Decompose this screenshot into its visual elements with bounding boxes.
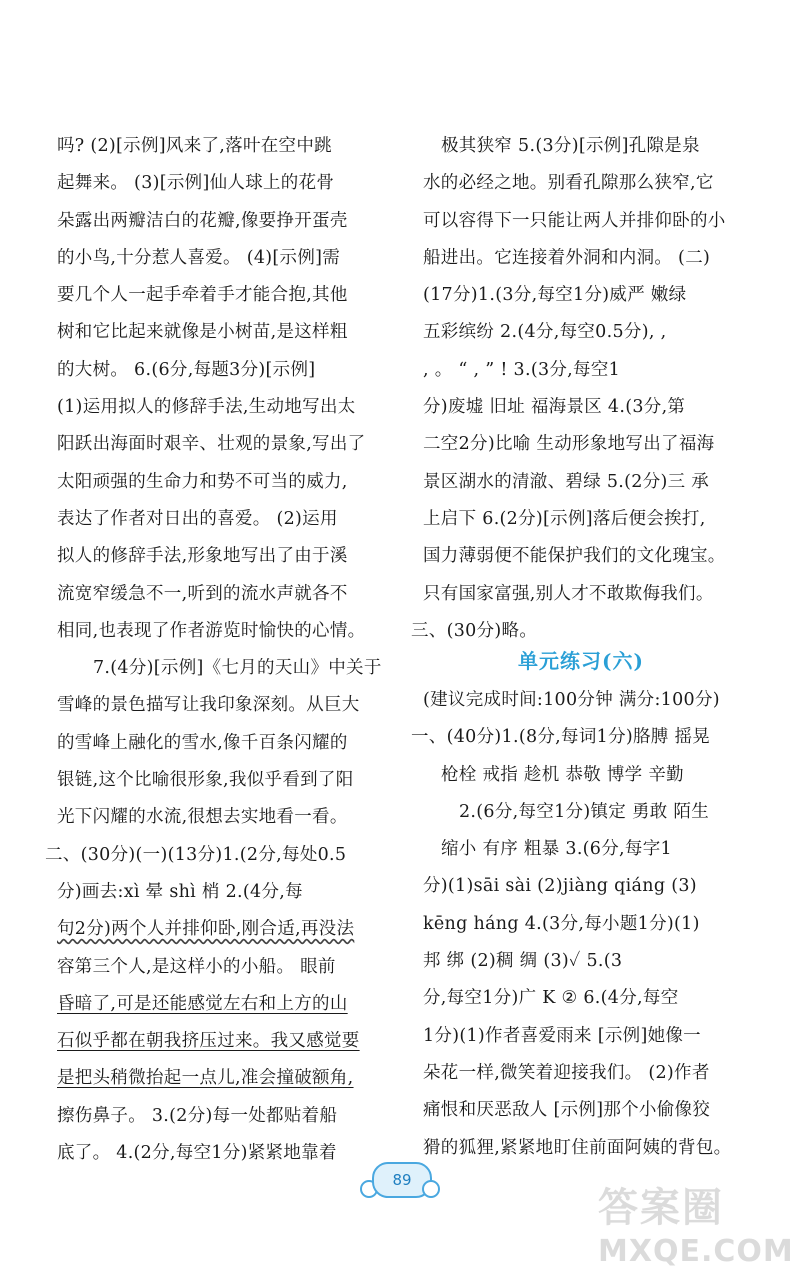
text-line: (1)运用拟人的修辞手法,生动地写出太 [57,397,356,418]
text-line: 1分)(1)作者喜爱雨来 [示例]她像一 [423,1025,701,1046]
text-line: 只有国家富强,别人才不敢欺侮我们。 [423,583,714,604]
text-line: 流宽窄缓急不一,听到的流水声就各不 [57,583,348,604]
text-line: 2.(6分,每空1分)镇定 勇敢 陌生 [459,801,710,822]
text-line: 国力薄弱便不能保护我们的文化瑰宝。 [423,546,726,567]
text-line: 太阳顽强的生命力和势不可当的威力, [57,471,348,492]
text-line: 擦伤鼻子。 3.(2分)每一处都贴着船 [57,1105,338,1126]
section-title: 单元练习(六) [518,649,644,673]
text-line: 分)画去:xì 晕 shì 梢 2.(4分,每 [57,881,303,902]
text-line: 分)(1)sāi sài (2)jiàng qiáng (3) [423,876,697,897]
text-line: 邦 绑 (2)稠 绸 (3)✓ 5.(3 [423,951,623,972]
text-line: 昏暗了,可是还能感觉左右和上方的山 [57,993,348,1014]
text-line: 银链,这个比喻很形象,我似乎看到了阳 [57,770,354,791]
text-line: 的雪峰上融化的雪水,像千百条闪耀的 [57,732,348,753]
text-line: 的大树。 6.(6分,每题3分)[示例] [57,359,316,380]
text-line: 缩小 有序 粗暴 3.(6分,每字1 [441,839,672,860]
text-line: 三、(30分)略。 [411,620,538,641]
bubble-decoration-icon [422,1180,440,1198]
text-line: 表达了作者对日出的喜爱。 (2)运用 [57,508,338,529]
unit-practice-section [411,640,739,1167]
text-line: 分,每空1分)广 K ② 6.(4分,每空 [423,988,679,1009]
text-line: 一、(40分)1.(8分,每词1分)胳膊 摇晃 [411,727,711,748]
text-line: 可以容得下一只能让两人并排仰卧的小 [423,210,726,231]
text-line: 是把头稍微抬起一点儿,准会撞破额角, [57,1068,354,1089]
text-line: kēng háng 4.(3分,每小题1分)(1) [423,913,700,934]
text-line: (17分)1.(3分,每空1分)威严 嫩绿 [423,285,687,306]
page-number: 89 [372,1162,432,1198]
text-line: 起舞来。 (3)[示例]仙人球上的花骨 [57,173,335,194]
text-line: 五彩缤纷 2.(4分,每空0.5分), , [423,322,667,343]
text-line: 7.(4分)[示例]《七月的天山》中关于 [93,658,382,679]
text-line: 上启下 6.(2分)[示例]落后便会挨打, [423,508,706,529]
text-line: 阳跃出海面时艰辛、壮观的景象,写出了 [57,434,366,455]
text-line: 猾的狐狸,紧紧地盯住前面阿姨的背包。 [423,1137,732,1158]
text-line: 船进出。它连接着外洞和内洞。 (二) [423,247,711,268]
text-line: 底了。 4.(2分,每空1分)紧紧地靠着 [57,1143,337,1164]
text-line: 树和它比起来就像是小树苗,是这样粗 [57,322,348,343]
text-line: 枪栓 戒指 趁机 恭敬 博学 辛勤 [441,764,684,785]
text-line: 痛恨和厌恶敌人 [示例]那个小偷像狡 [423,1100,711,1121]
text-line: , 。 “ , ” ! 3.(3分,每空1 [423,359,621,380]
text-line: 极其狭窄 5.(3分)[示例]孔隙是泉 [441,136,700,156]
watermark [598,1182,794,1282]
text-line: 拟人的修辞手法,形象地写出了由于溪 [57,546,348,567]
right-column [411,128,739,650]
left-column [45,128,387,1172]
text-line: 朵花一样,微笑着迎接我们。 (2)作者 [423,1062,710,1083]
text-line: 容第三个人,是这样小的小船。 眼前 [57,956,336,977]
text-line: 相同,也表现了作者游览时愉快的心情。 [57,620,366,641]
text-line: 吗? (2)[示例]风来了,落叶在空中跳 [57,136,332,156]
watermark-bottom-text: MXQE.COM [598,1234,794,1269]
text-line: 二空2分)比喻 生动形象地写出了福海 [423,434,715,455]
text-line: 光下闪耀的水流,很想去实地看一看。 [57,807,348,828]
text-line: 朵露出两瓣洁白的花瓣,像要挣开蛋壳 [57,210,348,231]
text-line: 要几个人一起手牵着手才能合抱,其他 [57,285,348,306]
text-line: 二、(30分)(一)(13分)1.(2分,每处0.5 [45,844,347,865]
page-number-badge [350,1158,450,1200]
text-line: 句2分)两个人并排仰卧,刚合适,再没法 [57,919,355,940]
text-line: 分)废墟 旧址 福海景区 4.(3分,第 [423,397,686,418]
text-line: 雪峰的景色描写让我印象深刻。从巨大 [57,695,360,716]
text-line: (建议完成时间:100分钟 满分:100分) [423,690,720,710]
text-line: 水的必经之地。别看孔隙那么狭窄,它 [423,173,714,194]
text-line: 石似乎都在朝我挤压过来。我又感觉要 [57,1031,360,1052]
watermark-top-text: 答案圈 [598,1185,724,1231]
text-line: 景区湖水的清澈、碧绿 5.(2分)三 承 [423,471,710,492]
text-line: 的小鸟,十分惹人喜爱。 (4)[示例]需 [57,247,341,268]
